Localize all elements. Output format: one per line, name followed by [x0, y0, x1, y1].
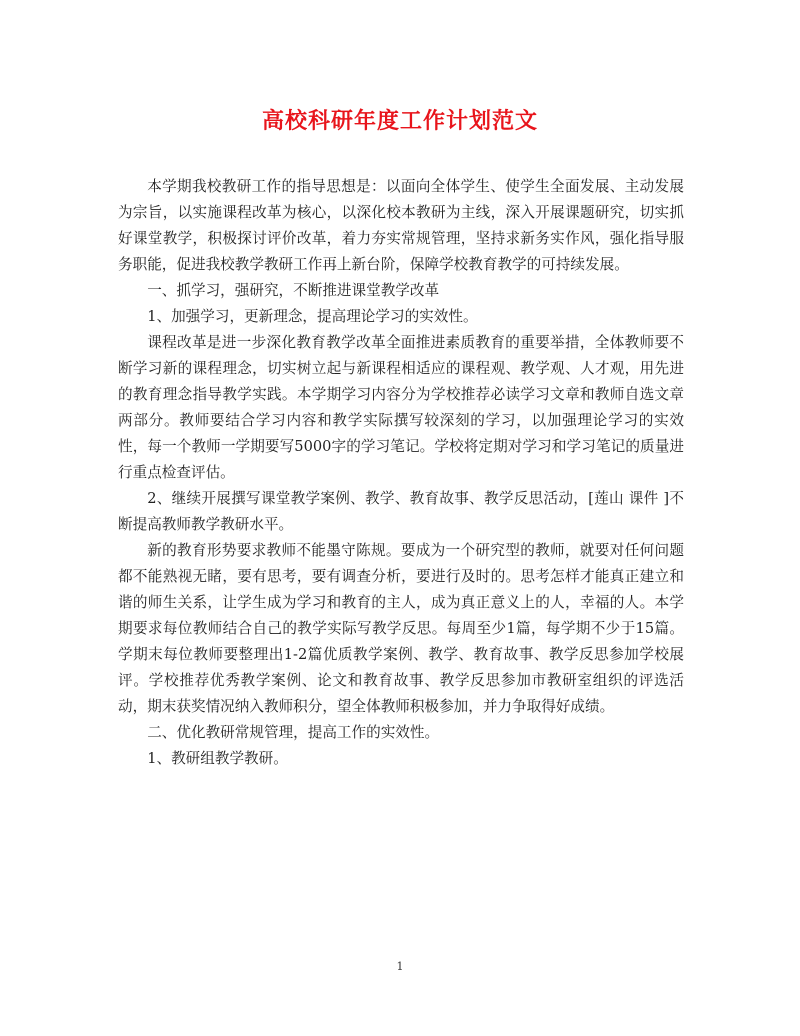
document-title: 高校科研年度工作计划范文	[261, 108, 538, 134]
subheading-1-2: 2、继续开展撰写课堂教学案例、教学、教育故事、教学反思活动，[莲山 课件 ]不断提高教师教学教研水平。	[118, 490, 684, 533]
page-number: 1	[396, 960, 404, 973]
subheading-1-1: 1、加强学习，更新理念，提高理论学习的实效性。	[147, 308, 478, 325]
paragraph-curriculum-reform: 课程改革是进一步深化教育教学改革全面推进素质教育的重要举措，全体教师要不断学习新的课程理念，切实树立起与新课程相适应的课程观、教学观、人才观，用先进的教育理念指导教学实践。本学期学习内容分为学校推荐必读学习文章和教师自选文章两部分。教师要结合学习内容和教学实际撰写较深刻的学习，以加强理论学习的实效性，每一个教师一学期要写5000字的学习笔记。学校将定期对学习和学习笔记的质量进行重点检查评估。	[118, 334, 684, 481]
document-body	[118, 174, 684, 772]
section-heading-1: 一、抓学习，强研究，不断推进课堂教学改革	[147, 282, 440, 299]
paragraph-education-situation: 新的教育形势要求教师不能墨守陈规。要成为一个研究型的教师，就要对任何问题都不能熟视无睹，要有思考，要有调查分析，要进行及时的。思考怎样才能真正建立和谐的师生关系，让学生成为学习和教育的主人，成为真正意义上的人，幸福的人。本学期要求每位教师结合自己的教学实际写教学反思。每周至少1篇，每学期不少于15篇。学期末每位教师要整理出1-2篇优质教学案例、教学、教育故事、教学反思参加学校展评。学校推荐优秀教学案例、论文和教育故事、教学反思参加市教研室组织的评选活动，期末获奖情况纳入教师积分，望全体教师积极参加，并力争取得好成绩。	[118, 542, 684, 715]
paragraph-intro: 本学期我校教研工作的指导思想是：以面向全体学生、使学生全面发展、主动发展为宗旨，以实施课程改革为核心，以深化校本教研为主线，深入开展课题研究，切实抓好课堂教学，积极探讨评价改革，着力夯实常规管理，坚持求新务实作风，强化指导服务职能，促进我校教学教研工作再上新台阶，保障学校教育教学的可持续发展。	[118, 178, 684, 273]
subheading-2-1: 1、教研组教学教研。	[147, 750, 288, 767]
section-heading-2: 二、优化教研常规管理，提高工作的实效性。	[147, 724, 440, 741]
